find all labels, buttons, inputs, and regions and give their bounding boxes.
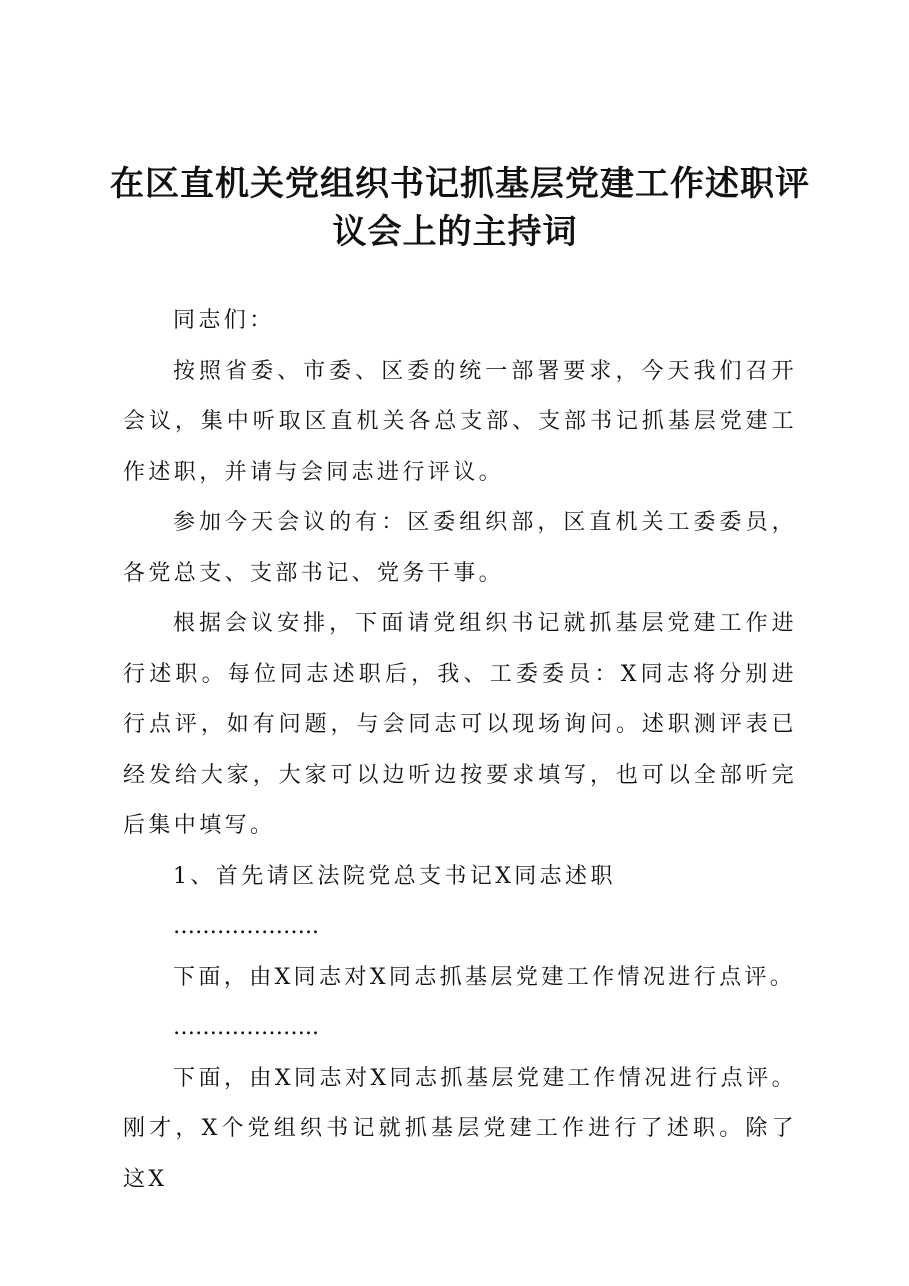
paragraph-meeting-purpose: 按照省委、市委、区委的统一部署要求，今天我们召开会议，集中听取区直机关各总支部、支部书记抓基层党建工作述职，并请与会同志进行评议。	[123, 358, 797, 485]
document-title	[110, 160, 810, 256]
paragraph-first-speaker: 1、首先请区法院党总支书记X同志述职	[173, 863, 616, 889]
paragraph-greeting: 同志们：	[173, 308, 275, 333]
paragraph-attendees: 参加今天会议的有：区委组织部，区直机关工委委员，各党总支、支部书记、党务干事。	[123, 510, 797, 586]
paragraph-comment-1: 下面，由X同志对X同志抓基层党建工作情况进行点评。	[173, 964, 796, 990]
title-line-1: 在区直机关党组织书记抓基层党建工作述职评	[110, 164, 810, 204]
paragraph-comment-2: 下面，由X同志对X同志抓基层党建工作情况进行点评。刚才，X个党组织书记就抓基层党建工作进行了述职。除了这X	[123, 1065, 797, 1192]
paragraph-arrangement: 根据会议安排，下面请党组织书记就抓基层党建工作进行述职。每位同志述职后，我、工委委员：X同志将分别进行点评，如有问题，与会同志可以现场询问。述职测评表已经发给大家，大家可以边听边按要求填写，也可以全部听完后集中填写。	[123, 611, 797, 838]
paragraph-ellipsis-2: ………………..	[173, 1015, 319, 1040]
document-body	[123, 296, 797, 1205]
title-line-2: 议会上的主持词	[332, 212, 578, 252]
paragraph-ellipsis-1: ………………..	[173, 914, 319, 939]
